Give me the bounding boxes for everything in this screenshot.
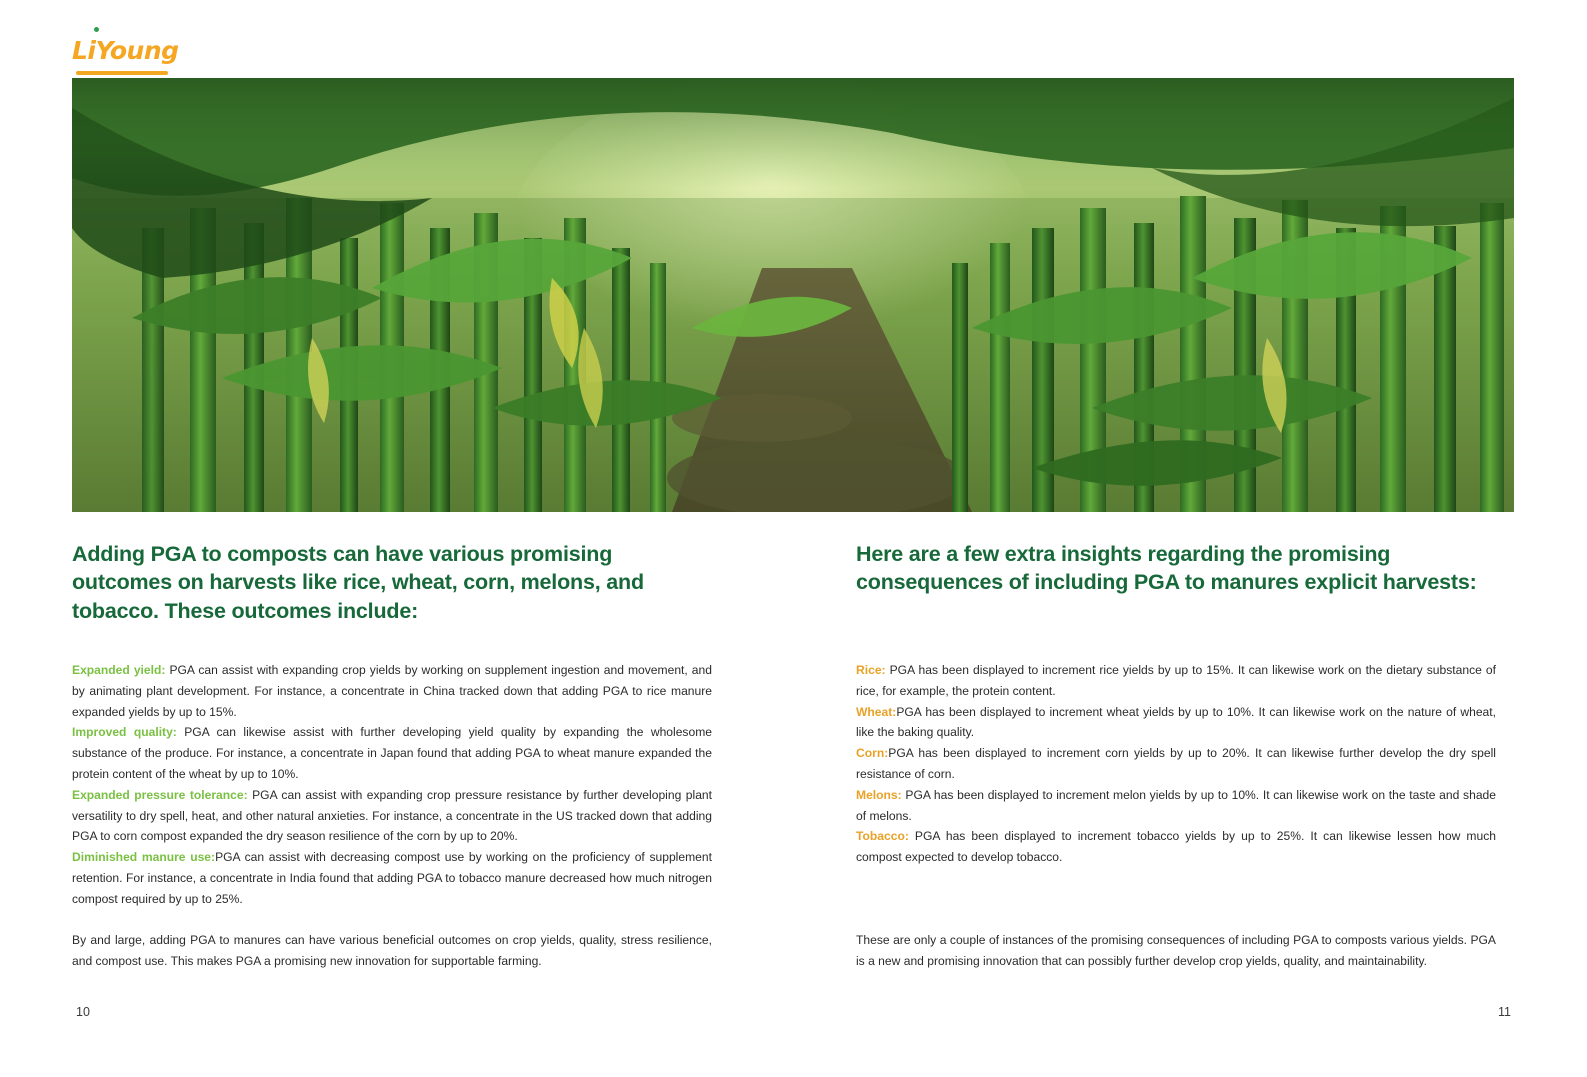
right-item-3-lead: Corn:: [856, 746, 889, 761]
left-column: [72, 540, 712, 659]
right-item-5-text: PGA has been displayed to increment tobacco yields by up to 25%. It can likewise lessen how much compost expected to develop tobacco.: [856, 829, 1496, 865]
left-item-2: [72, 722, 712, 784]
left-item-3-lead: Expanded pressure tolerance:: [72, 787, 248, 802]
left-item-3: [72, 785, 712, 847]
right-item-1: [856, 660, 1496, 702]
left-body: [72, 660, 712, 910]
right-summary: These are only a couple of instances of the promising consequences of including PGA to composts various yields. PGA is a new and promising innovation that can possibly further develop crop yields, quality, and maintainability.: [856, 933, 1496, 968]
page-number-right: 11: [1498, 1005, 1511, 1019]
left-item-1-text: PGA can assist with expanding crop yields by working on supplement ingestion and movement, and by animating plant development. For instance, a concentrate in China tracked down that adding PGA to rice manure expanded yields by up to 15%.: [72, 663, 712, 719]
right-heading: Here are a few extra insights regarding the promising consequences of including PGA to manures explicit harvests:: [856, 542, 1477, 595]
right-item-5-lead: Tobacco:: [856, 829, 909, 844]
left-heading: Adding PGA to composts can have various promising outcomes on harvests like rice, wheat, corn, melons, and tobacco. These outcomes include:: [72, 542, 644, 623]
right-item-3: [856, 743, 1496, 785]
brand-logo-underline: [76, 71, 168, 75]
left-item-3-text: PGA can assist with expanding crop pressure resistance by further developing plant versatility to dry spell, heat, and other natural anxieties. For instance, a concentrate in the US tracked down that adding PGA to corn compost expanded the dry season resilience of the corn by up to 20%.: [72, 787, 713, 844]
brand-logo: [72, 30, 179, 70]
left-item-1-lead: Expanded yield:: [72, 663, 166, 677]
right-item-1-lead: Rice:: [856, 663, 886, 677]
right-body: [856, 660, 1496, 868]
right-item-4: [856, 785, 1496, 827]
brand-logo-text: LiYoung: [72, 35, 179, 65]
corn-field-illustration: [72, 78, 1514, 512]
left-item-4-lead: Diminished manure use:: [72, 850, 216, 865]
right-item-1-text: PGA has been displayed to increment rice yields by up to 15%. It can likewise work on the dietary substance of rice, for example, the protein content.: [856, 663, 1496, 698]
brand-logo-dot: [94, 27, 99, 32]
page-number-left: 10: [76, 1005, 90, 1019]
left-item-2-lead: Improved quality:: [72, 725, 177, 740]
right-item-2-lead: Wheat:: [856, 704, 897, 719]
right-item-4-text: PGA has been displayed to increment melon yields by up to 10%. It can likewise work on the taste and shade of melons.: [856, 787, 1496, 823]
right-item-5: [856, 826, 1496, 868]
right-item-2: [856, 702, 1496, 744]
right-item-2-text: PGA has been displayed to increment wheat yields by up to 10%. It can likewise work on the nature of wheat, like the baking quality.: [856, 704, 1496, 740]
left-item-4-text: PGA can assist with decreasing compost use by working on the proficiency of supplement retention. For instance, a concentrate in India found that adding PGA to tobacco manure decreased how much nitrogen compost required by up to 25%.: [72, 850, 712, 906]
left-item-4: [72, 847, 712, 909]
left-summary: By and large, adding PGA to manures can have various beneficial outcomes on crop yields, quality, stress resilience, and compost use. This makes PGA a promising new innovation for supportable farming.: [72, 933, 712, 968]
left-item-1: [72, 660, 712, 722]
right-item-3-text: PGA has been displayed to increment corn yields by up to 20%. It can likewise further develop the dry spell resistance of corn.: [856, 746, 1496, 781]
left-item-2-text: PGA can likewise assist with further developing yield quality by expanding the wholesome substance of the produce. For instance, a concentrate in Japan found that adding PGA to wheat manure expanded the protein content of the wheat by up to 10%.: [72, 725, 713, 781]
right-item-4-lead: Melons:: [856, 787, 902, 802]
hero-image: [72, 78, 1514, 512]
right-column: [856, 540, 1496, 631]
